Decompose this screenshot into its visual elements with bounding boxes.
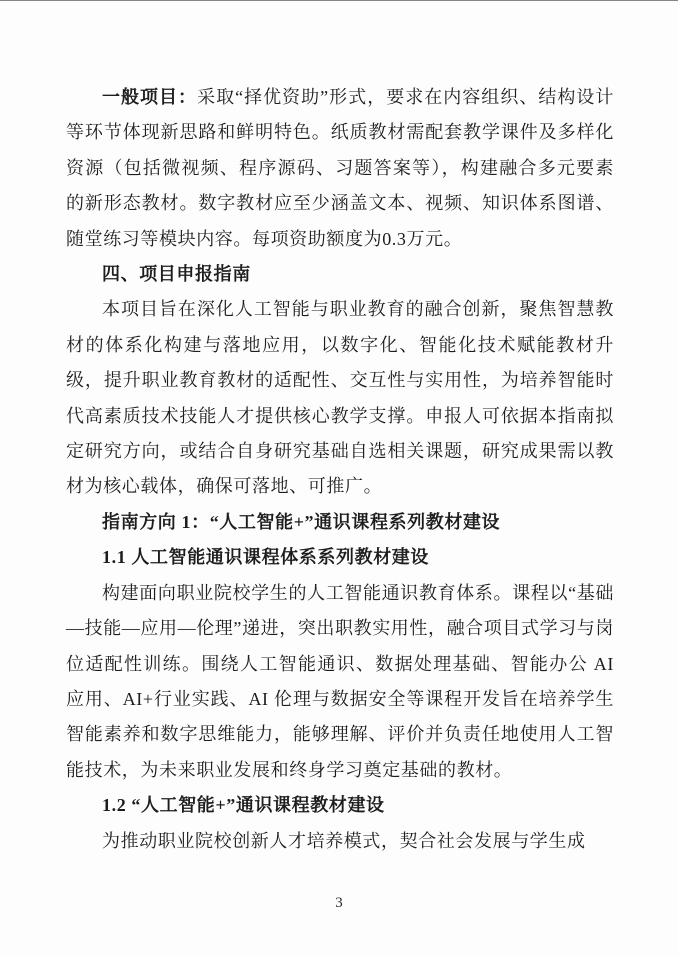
heading-guide-direction-1: 指南方向 1：“人工智能+”通识课程系列教材建设 [102, 511, 501, 532]
document-content [66, 80, 614, 859]
heading-1-1: 1.1 人工智能通识课程体系系列教材建设 [102, 547, 429, 568]
paragraph-1-1-body: 构建面向职业院校学生的人工智能通识教育体系。课程以“基础—技能—应用—伦理”递进，突出职教实用性，融合项目式学习与岗位适配性训练。围绕人工智能通识、数据处理基础、智能办公 AI 应用、AI+行业实践、AI 伦理与数据安全等课程开发旨在培养学生智能素养和数字思维能力，能够理解、评价并负责任地使用人工智能技术，为未来职业发展和终身学习奠定基础的教材。 [66, 582, 614, 780]
paragraph-general-project [66, 80, 614, 257]
heading-section-four: 四、项目申报指南 [102, 264, 251, 285]
paragraph-1-2-body: 为推动职业院校创新人才培养模式，契合社会发展与学生成 [102, 830, 586, 851]
paragraph-general-project-lead: 一般项目： [102, 87, 198, 107]
heading-1-2: 1.2 “人工智能+”通识课程教材建设 [102, 795, 385, 816]
paragraph-general-project-text: 采取“择优资助”形式，要求在内容组织、结构设计等环节体现新思路和鲜明特色。纸质教材需配套教学课件及多样化资源（包括微视频、程序源码、习题答案等），构建融合多元要素的新形态教材。数字教材应至少涵盖文本、视频、知识体系图谱、随堂练习等模块内容。每项资助额度为0.3万元。 [66, 87, 614, 249]
page-number: 3 [335, 895, 343, 911]
page-top-edge [0, 0, 678, 1]
paragraph-project-intro: 本项目旨在深化人工智能与职业教育的融合创新，聚焦智慧教材的体系化构建与落地应用，以数字化、智能化技术赋能教材升级，提升职业教育教材的适配性、交互性与实用性，为培养智能时代高素质技术技能人才提供核心教学支撑。申报人可依据本指南拟定研究方向，或结合自身研究基础自选相关课题，研究成果需以教材为核心载体，确保可落地、可推广。 [66, 299, 614, 497]
